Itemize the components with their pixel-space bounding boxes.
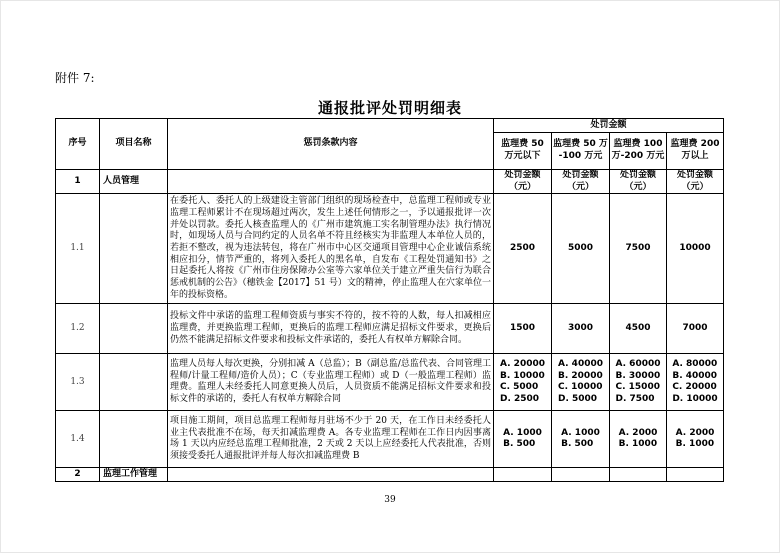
table-row: [56, 194, 724, 304]
header-fee-col: 监理费 100 万-200 万元: [610, 133, 667, 170]
amount-cell: 4500: [610, 304, 667, 354]
header-row: [56, 119, 724, 133]
row-no: 1.3: [56, 354, 100, 411]
amount-unit-header: 处罚金额 （元）: [610, 170, 667, 194]
clause-content: 在委托人、委托人的上级建设主管部门组织的现场检查中，总监理工程师或专业监理工程师累计不在现场超过两次，发生上述任何情形之一，予以通报批评一次并处以罚款。委托人核查监理人的《广州市建筑施工实名制管理办法》执行情况时，如现场人员与合同约定的人员名单不符且经核实为非监理人本单位人员的，若拒不整改，视为违法转包，将在广州市中心区交通项目管理中心企业诚信系统相应扣分，情节严重的，将列入委托人的黑名单，自发布《工程处罚通知书》之日起委托人将按《广州市住房保障办公室等六家单位关于建立严重失信行为联合惩戒机制的公告》（穗铁金【2017】51 号）文的精神，停止监理人在穴家单位一年的投标资格。: [168, 194, 494, 304]
row-no: 1.4: [56, 411, 100, 468]
clause-content: 项目施工期间，项目总监理工程师每月驻场不少于 20 天，在工作日未经委托人业主代表批准不在场，每天扣减监理费 A。各专业监理工程师在工作日内因事离场 1 天以内应经总监理工程师批准，2 天或 2 天以上应经委托人代表批准，否则须接受委托人通报批评并每人每次扣减监理费 B: [168, 411, 494, 468]
amount-cell: 5000: [552, 194, 610, 304]
section-name: 监理工作管理: [100, 468, 168, 482]
header-item-name: 项目名称: [100, 119, 168, 170]
clause-content: 监理人员每人每次更换，分别扣减 A（总监）；B（副总监/总监代表、合同管理工程师/计量工程师/造价人员）；C（专业监理工程师）或 D（一般监理工程师）监理费。监理人未经委托人同意更换人员后，人员资质不能满足招标文件要求和投标文件的承诺的，委托人有权单方解除合同: [168, 354, 494, 411]
amount-cell: 3000: [552, 304, 610, 354]
page-number: 39: [384, 495, 396, 505]
amount-cell: 10000: [667, 194, 724, 304]
header-fee-col: 监理费 200 万以上: [667, 133, 724, 170]
amount-options-cell: A. 2000 B. 1000: [667, 411, 724, 468]
table-row: [56, 304, 724, 354]
header-no: 序号: [56, 119, 100, 170]
table-row: [56, 411, 724, 468]
amount-cell: 1500: [494, 304, 552, 354]
clause-content: 投标文件中承诺的监理工程师资质与事实不符的，按不符的人数，每人扣减相应监理费，并更换监理工程师，更换后的监理工程师应满足招标文件要求，更换后仍然不能满足招标文件要求和投标文件承诺的，委托人有权单方解除合同。: [168, 304, 494, 354]
header-clause: 惩罚条款内容: [168, 119, 494, 170]
amount-options-cell: A. 1000 B. 500: [494, 411, 552, 468]
amount-options-cell: A. 2000 B. 1000: [610, 411, 667, 468]
amount-options-cell: A. 60000 B. 30000 C. 15000 D. 7500: [610, 354, 667, 411]
section-row: [56, 468, 724, 482]
section-name: 人员管理: [100, 170, 168, 194]
section-no: 1: [56, 170, 100, 194]
header-fee-col: 监理费 50 万元以下: [494, 133, 552, 170]
header-fee-col: 监理费 50 万 -100 万元: [552, 133, 610, 170]
header-penalty-amount: 处罚金额: [494, 119, 724, 133]
amount-options-cell: A. 80000 B. 40000 C. 20000 D. 10000: [667, 354, 724, 411]
amount-cell: 2500: [494, 194, 552, 304]
amount-unit-header: 处罚金额 （元）: [667, 170, 724, 194]
amount-unit-header: 处罚金额 （元）: [494, 170, 552, 194]
amount-options-cell: A. 20000 B. 10000 C. 5000 D. 2500: [494, 354, 552, 411]
section-row: [56, 170, 724, 194]
amount-options-cell: A. 40000 B. 20000 C. 10000 D. 5000: [552, 354, 610, 411]
amount-unit-header: 处罚金额 （元）: [552, 170, 610, 194]
amount-cell: 7500: [610, 194, 667, 304]
document-title: 通报批评处罚明细表: [317, 99, 462, 117]
amount-cell: 7000: [667, 304, 724, 354]
penalty-table: [55, 118, 724, 482]
row-no: 1.1: [56, 194, 100, 304]
row-no: 1.2: [56, 304, 100, 354]
amount-options-cell: A. 1000 B. 500: [552, 411, 610, 468]
section-no: 2: [56, 468, 100, 482]
attachment-label: 附件 7:: [55, 71, 95, 85]
table-row: [56, 354, 724, 411]
